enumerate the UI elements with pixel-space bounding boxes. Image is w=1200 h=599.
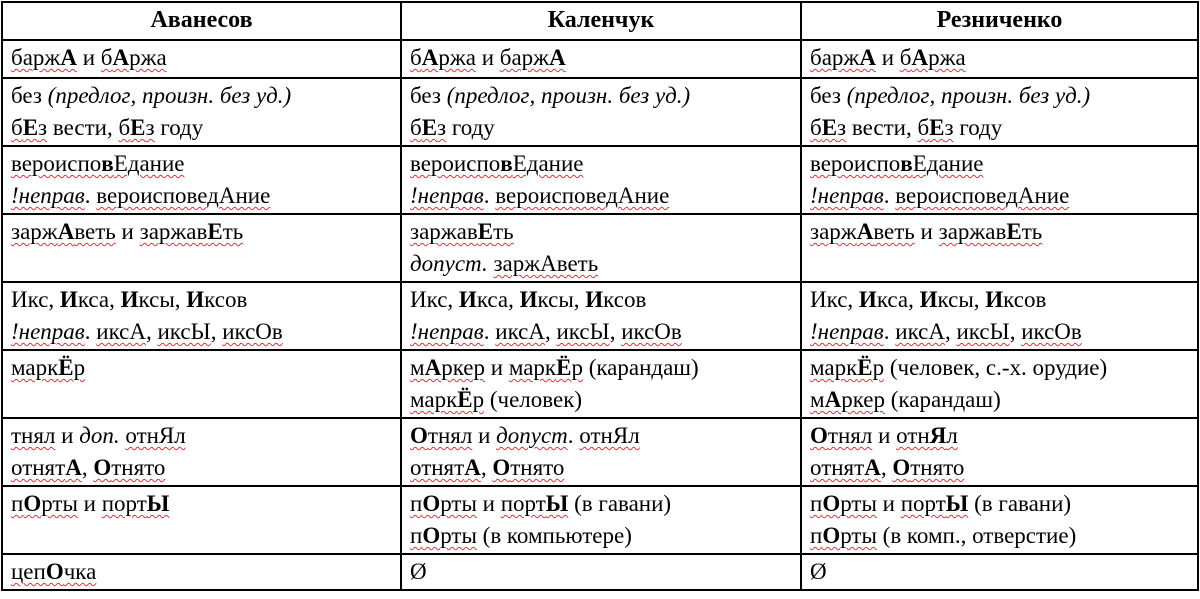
- text-segment: отнЯл: [579, 423, 640, 448]
- table-cell-reznichenko: [801, 350, 1198, 418]
- text-segment: Ё: [58, 355, 74, 380]
- text-segment: тнято: [910, 455, 965, 480]
- text-segment: кса,: [876, 287, 920, 312]
- table-row: [2, 214, 1198, 282]
- text-segment: б: [917, 115, 930, 140]
- text-segment: и: [76, 45, 101, 70]
- accent-comparison-table: [1, 1, 1199, 591]
- text-segment: Е: [130, 115, 146, 140]
- text-segment: рты: [440, 523, 477, 548]
- text-segment: и: [485, 355, 509, 380]
- table-cell-kalenchuk: [401, 146, 801, 214]
- text-segment: марк: [410, 387, 458, 412]
- text-segment: б: [410, 45, 422, 70]
- text-segment: барж: [499, 45, 550, 70]
- text-segment: Я: [929, 423, 947, 448]
- table-cell-reznichenko: [801, 40, 1198, 78]
- text-segment: вероисповЕдание: [410, 151, 584, 176]
- text-segment: кса,: [77, 287, 121, 312]
- text-segment: и: [914, 219, 939, 244]
- text-segment: и: [472, 423, 497, 448]
- cell-line: [810, 420, 1189, 452]
- cell-line: [810, 556, 1189, 588]
- text-segment: А: [859, 45, 876, 70]
- text-segment: вести,: [47, 115, 119, 140]
- text-segment: отнЯл: [125, 423, 186, 448]
- text-segment: заржав: [410, 219, 478, 244]
- text-segment: вероисповедАние: [895, 183, 1070, 208]
- table-row: [2, 40, 1198, 78]
- text-segment: п: [810, 523, 823, 548]
- text-segment: отнят: [11, 455, 66, 480]
- cell-line: [810, 216, 1189, 248]
- cell-line: [410, 420, 792, 452]
- text-segment: иксОв: [222, 319, 283, 344]
- table-row: [2, 486, 1198, 554]
- table-cell-reznichenko: [801, 554, 1198, 590]
- column-header-kalenchuk: Каленчук: [401, 2, 801, 40]
- text-segment: (в комп., отверстие): [876, 523, 1077, 548]
- text-segment: иксЫ: [556, 319, 610, 344]
- text-segment: И: [985, 287, 1004, 312]
- text-segment: б: [100, 45, 113, 70]
- text-segment: и: [875, 45, 900, 70]
- text-segment: ржа: [129, 45, 167, 70]
- cell-line: [410, 520, 792, 552]
- text-segment: ,: [880, 455, 893, 480]
- text-segment: м: [810, 387, 825, 412]
- text-segment: О: [822, 491, 841, 516]
- text-segment: А: [112, 45, 130, 70]
- text-segment: (человек, с.-х. орудие): [884, 355, 1108, 380]
- text-segment: ,: [210, 319, 223, 344]
- cell-line: [11, 112, 392, 144]
- cell-line: [11, 556, 392, 588]
- text-segment: п: [810, 491, 823, 516]
- text-segment: О: [422, 491, 441, 516]
- text-segment: А: [911, 45, 929, 70]
- text-segment: р: [73, 355, 86, 380]
- text-segment: А: [824, 387, 842, 412]
- text-segment: Ё: [857, 355, 873, 380]
- table-row: [2, 78, 1198, 146]
- cell-line: [410, 80, 792, 112]
- table-cell-kalenchuk: [401, 282, 801, 350]
- text-segment: .: [567, 423, 580, 448]
- cell-line: [11, 352, 392, 384]
- text-segment: А: [57, 219, 75, 244]
- text-segment: А: [464, 455, 481, 480]
- cell-line: [810, 384, 1189, 416]
- table-cell-reznichenko: [801, 418, 1198, 486]
- text-segment: !неправ: [11, 183, 85, 208]
- text-segment: И: [919, 287, 938, 312]
- text-segment: .: [483, 319, 496, 344]
- text-segment: б: [410, 115, 422, 140]
- text-segment: !неправ: [410, 319, 484, 344]
- text-segment: Ø: [410, 559, 427, 584]
- text-segment: заржАветь: [493, 251, 599, 276]
- text-segment: году: [953, 115, 1003, 140]
- text-segment: О: [45, 559, 64, 584]
- text-segment: О: [93, 455, 112, 480]
- text-segment: Е: [207, 219, 223, 244]
- text-segment: Ø: [810, 559, 827, 584]
- column-header-reznichenko: Резниченко: [801, 2, 1198, 40]
- text-segment: ркер: [841, 387, 885, 412]
- text-segment: О: [822, 523, 841, 548]
- text-segment: ть: [1021, 219, 1043, 244]
- text-segment: иксОв: [621, 319, 682, 344]
- header-row: [2, 2, 1198, 40]
- text-segment: !неправ: [410, 183, 484, 208]
- text-segment: вести,: [846, 115, 918, 140]
- text-segment: марк: [508, 355, 557, 380]
- text-segment: ксы,: [138, 287, 187, 312]
- text-segment: б: [899, 45, 912, 70]
- text-segment: отн: [896, 423, 930, 448]
- table-cell-avanesov: [2, 554, 401, 590]
- text-segment: Ы: [945, 491, 969, 516]
- text-segment: тнял: [11, 423, 56, 448]
- cell-line: [810, 112, 1189, 144]
- text-segment: Е: [929, 115, 945, 140]
- text-segment: А: [60, 45, 77, 70]
- text-segment: ,: [1009, 319, 1022, 344]
- text-segment: п: [11, 491, 24, 516]
- text-segment: .: [883, 183, 896, 208]
- text-segment: (предлог, произн. без уд.): [446, 83, 691, 108]
- text-segment: кса,: [476, 287, 520, 312]
- cell-line: [11, 148, 392, 180]
- text-segment: без: [11, 83, 48, 108]
- text-segment: (в гавани): [568, 491, 672, 516]
- text-segment: (человек): [484, 387, 583, 412]
- table-cell-reznichenko: [801, 486, 1198, 554]
- text-segment: ,: [945, 319, 957, 344]
- text-segment: А: [864, 455, 881, 480]
- text-segment: ржа: [928, 45, 966, 70]
- text-segment: иксЫ: [956, 319, 1010, 344]
- text-segment: О: [422, 523, 441, 548]
- text-segment: О: [492, 455, 511, 480]
- text-segment: рты: [440, 491, 477, 516]
- text-segment: ксов: [204, 287, 248, 312]
- cell-line: [410, 180, 792, 212]
- cell-line: [810, 452, 1189, 484]
- text-segment: ,: [545, 319, 557, 344]
- table-row: [2, 418, 1198, 486]
- text-segment: заржав: [139, 219, 208, 244]
- text-segment: .: [883, 319, 896, 344]
- table-cell-kalenchuk: [401, 486, 801, 554]
- text-segment: А: [424, 355, 442, 380]
- text-segment: з: [437, 115, 447, 140]
- cell-line: [810, 488, 1189, 520]
- text-segment: м: [410, 355, 425, 380]
- cell-line: [810, 284, 1189, 316]
- text-segment: и: [872, 423, 897, 448]
- text-segment: и: [876, 491, 901, 516]
- table-cell-kalenchuk: [401, 214, 801, 282]
- cell-line: [410, 488, 792, 520]
- text-segment: допуст: [496, 423, 568, 448]
- cell-line: [410, 284, 792, 316]
- text-segment: (предлог, произн. без уд.): [846, 83, 1091, 108]
- table-cell-kalenchuk: [401, 78, 801, 146]
- text-segment: И: [858, 287, 877, 312]
- text-segment: марк: [11, 355, 59, 380]
- text-segment: иксА: [495, 319, 545, 344]
- cell-line: [810, 316, 1189, 348]
- text-segment: .: [84, 319, 97, 344]
- text-segment: .: [483, 183, 496, 208]
- text-segment: рты: [41, 491, 78, 516]
- text-segment: марк: [810, 355, 858, 380]
- text-segment: О: [410, 423, 428, 448]
- text-segment: И: [186, 287, 205, 312]
- text-segment: вероисповЕдание: [810, 151, 984, 176]
- text-segment: А: [65, 455, 82, 480]
- table-cell-kalenchuk: [401, 418, 801, 486]
- text-segment: ть: [222, 219, 244, 244]
- cell-line: [11, 216, 392, 248]
- text-segment: Ы: [545, 491, 569, 516]
- text-segment: р: [571, 355, 583, 380]
- text-segment: ,: [609, 319, 622, 344]
- text-segment: Икс,: [810, 287, 859, 312]
- text-segment: з: [944, 115, 954, 140]
- table-cell-reznichenko: [801, 78, 1198, 146]
- table-cell-avanesov: [2, 214, 401, 282]
- text-segment: ,: [81, 455, 94, 480]
- text-segment: и: [55, 423, 80, 448]
- text-segment: з: [145, 115, 155, 140]
- text-segment: отнят: [810, 455, 865, 480]
- text-segment: без: [410, 83, 447, 108]
- text-segment: б: [118, 115, 131, 140]
- text-segment: р: [472, 387, 485, 412]
- text-segment: б: [810, 115, 822, 140]
- text-segment: вероисповедАние: [96, 183, 271, 208]
- cell-line: [410, 452, 792, 484]
- text-segment: ркер: [441, 355, 485, 380]
- table-cell-kalenchuk: [401, 554, 801, 590]
- text-segment: ржа: [438, 45, 476, 70]
- table-cell-avanesov: [2, 350, 401, 418]
- text-segment: Икс,: [410, 287, 459, 312]
- cell-line: [810, 148, 1189, 180]
- table-cell-avanesov: [2, 40, 401, 78]
- cell-line: [410, 352, 792, 384]
- text-segment: иксОв: [1021, 319, 1082, 344]
- text-segment: ксов: [603, 287, 647, 312]
- text-segment: рты: [840, 523, 877, 548]
- cell-line: [11, 452, 392, 484]
- text-segment: Е: [421, 115, 438, 140]
- text-segment: Е: [1006, 219, 1022, 244]
- text-segment: веть: [873, 219, 915, 244]
- table-cell-reznichenko: [801, 214, 1198, 282]
- cell-line: [410, 384, 792, 416]
- text-segment: Е: [22, 115, 39, 140]
- text-segment: ксов: [1003, 287, 1047, 312]
- text-segment: вероисповедАние: [495, 183, 670, 208]
- text-segment: з: [38, 115, 48, 140]
- text-segment: Ё: [556, 355, 572, 380]
- text-segment: вероисповЕдание: [11, 151, 185, 176]
- text-segment: зарж: [810, 219, 857, 244]
- text-segment: А: [421, 45, 439, 70]
- text-segment: порт: [500, 491, 546, 516]
- text-segment: И: [120, 287, 139, 312]
- table-cell-avanesov: [2, 486, 401, 554]
- text-segment: !неправ: [810, 319, 884, 344]
- text-segment: тнял: [827, 423, 873, 448]
- cell-line: [11, 42, 392, 74]
- text-segment: !неправ: [11, 319, 85, 344]
- text-segment: барж: [11, 45, 61, 70]
- column-header-avanesov: Аванесов: [2, 2, 401, 40]
- text-segment: р: [872, 355, 885, 380]
- cell-line: [11, 180, 392, 212]
- table-cell-avanesov: [2, 146, 401, 214]
- cell-line: [11, 284, 392, 316]
- text-segment: Е: [821, 115, 838, 140]
- text-segment: тнял: [427, 423, 473, 448]
- table-cell-avanesov: [2, 418, 401, 486]
- text-segment: (в компьютере): [476, 523, 632, 548]
- text-segment: доп.: [79, 423, 120, 448]
- text-segment: И: [458, 287, 477, 312]
- cell-line: [410, 316, 792, 348]
- table-cell-avanesov: [2, 282, 401, 350]
- table-row: [2, 282, 1198, 350]
- table-cell-reznichenko: [801, 146, 1198, 214]
- text-segment: барж: [810, 45, 860, 70]
- cell-line: [11, 488, 392, 520]
- text-segment: (карандаш): [885, 387, 1001, 412]
- cell-line: [11, 316, 392, 348]
- text-segment: О: [892, 455, 911, 480]
- text-segment: году: [446, 115, 495, 140]
- text-segment: иксА: [895, 319, 945, 344]
- text-segment: Ы: [146, 491, 170, 516]
- cell-line: [810, 352, 1189, 384]
- cell-line: [810, 520, 1189, 552]
- text-segment: п: [410, 523, 423, 548]
- table-cell-kalenchuk: [401, 40, 801, 78]
- cell-line: [410, 148, 792, 180]
- text-segment: ксы,: [537, 287, 586, 312]
- text-segment: !неправ: [810, 183, 884, 208]
- table-body: [2, 40, 1198, 590]
- cell-line: [810, 180, 1189, 212]
- text-segment: А: [549, 45, 566, 70]
- text-segment: и: [77, 491, 102, 516]
- text-segment: году: [154, 115, 204, 140]
- cell-line: [410, 556, 792, 588]
- text-segment: Е: [477, 219, 494, 244]
- text-segment: О: [23, 491, 42, 516]
- cell-line: [810, 80, 1189, 112]
- text-segment: б: [11, 115, 23, 140]
- text-segment: и: [115, 219, 140, 244]
- table-row: [2, 350, 1198, 418]
- text-segment: тнято: [510, 455, 565, 480]
- text-segment: веть: [74, 219, 116, 244]
- text-segment: л: [946, 423, 958, 448]
- text-segment: и: [475, 45, 500, 70]
- table-row: [2, 554, 1198, 590]
- text-segment: и: [476, 491, 501, 516]
- text-segment: И: [519, 287, 538, 312]
- text-segment: чка: [63, 559, 97, 584]
- text-segment: ,: [146, 319, 158, 344]
- text-segment: (предлог, произн. без уд.): [47, 83, 292, 108]
- text-segment: .: [84, 183, 97, 208]
- text-segment: тнято: [111, 455, 166, 480]
- text-segment: рты: [840, 491, 877, 516]
- text-segment: цеп: [11, 559, 46, 584]
- table-cell-reznichenko: [801, 282, 1198, 350]
- text-segment: иксА: [96, 319, 146, 344]
- text-segment: порт: [101, 491, 147, 516]
- text-segment: И: [59, 287, 78, 312]
- text-segment: (карандаш): [582, 355, 699, 380]
- text-segment: отнят: [410, 455, 465, 480]
- text-segment: (в гавани): [968, 491, 1072, 516]
- cell-line: [410, 42, 792, 74]
- cell-line: [410, 112, 792, 144]
- text-segment: заржав: [938, 219, 1007, 244]
- text-segment: ксы,: [937, 287, 986, 312]
- cell-line: [810, 42, 1189, 74]
- table-cell-kalenchuk: [401, 350, 801, 418]
- text-segment: п: [410, 491, 423, 516]
- text-segment: О: [810, 423, 828, 448]
- text-segment: порт: [900, 491, 946, 516]
- table-cell-avanesov: [2, 78, 401, 146]
- text-segment: ,: [480, 455, 493, 480]
- text-segment: А: [856, 219, 874, 244]
- text-segment: иксЫ: [157, 319, 211, 344]
- text-segment: И: [585, 287, 604, 312]
- cell-line: [11, 420, 392, 452]
- cell-line: [410, 216, 792, 248]
- text-segment: допуст.: [410, 251, 488, 276]
- cell-line: [410, 248, 792, 280]
- text-segment: Ё: [457, 387, 473, 412]
- text-segment: без: [810, 83, 847, 108]
- cell-line: [11, 80, 392, 112]
- text-segment: з: [837, 115, 847, 140]
- text-segment: ть: [493, 219, 514, 244]
- text-segment: зарж: [11, 219, 58, 244]
- text-segment: Икс,: [11, 287, 60, 312]
- table-row: [2, 146, 1198, 214]
